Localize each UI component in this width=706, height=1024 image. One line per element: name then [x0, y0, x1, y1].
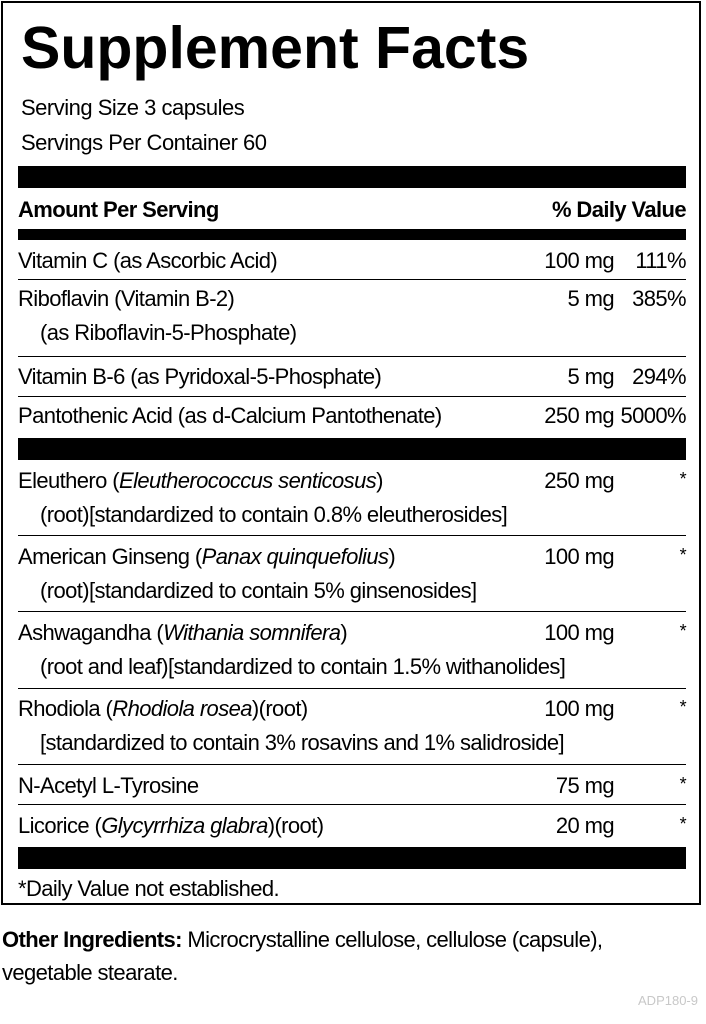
ingredient-amount: 20 mg: [555, 813, 614, 838]
row-divider: [18, 804, 686, 805]
nutrient-daily-value: 294%: [632, 364, 686, 389]
nutrient-name: Riboflavin (Vitamin B-2): [18, 286, 235, 311]
row-divider: [18, 279, 686, 280]
row-divider: [18, 611, 686, 612]
daily-value-not-established-mark: *: [679, 697, 686, 717]
row-divider: [18, 396, 686, 397]
ingredient-name: [18, 811, 323, 841]
servings-per-container: Servings Per Container 60: [21, 130, 267, 155]
daily-value-label: % Daily Value: [551, 197, 686, 222]
ingredient-standardization: (root)[standardized to contain 0.8% eleutherosides]: [40, 502, 508, 527]
serving-size: Serving Size 3 capsules: [21, 95, 245, 120]
nutrient-name: Vitamin B-6 (as Pyridoxal-5-Phosphate): [18, 364, 382, 389]
product-code: ADP180-9: [638, 993, 698, 1008]
ingredient-standardization: (root and leaf)[standardized to contain 1.5% withanolides]: [40, 654, 566, 679]
latin-name: Eleutherococcus senticosus: [119, 468, 377, 493]
footnote: *Daily Value not established.: [18, 876, 280, 901]
common-name: Rhodiola (: [18, 696, 113, 721]
name-suffix: )(root): [251, 696, 308, 721]
name-suffix: ): [376, 468, 383, 493]
row-divider: [18, 764, 686, 765]
ingredient-name: [18, 466, 383, 496]
thick-divider: [18, 847, 686, 869]
row-divider: [18, 535, 686, 536]
nutrient-name: Pantothenic Acid (as d-Calcium Pantothenate): [18, 403, 442, 428]
amount-per-serving-label: Amount Per Serving: [18, 197, 219, 222]
ingredient-standardization: (root)[standardized to contain 5% ginsenosides]: [40, 578, 477, 603]
page-title: Supplement Facts: [21, 15, 530, 81]
other-ingredients-text: Microcrystalline cellulose, cellulose (capsule), vegetable stearate.: [2, 927, 603, 985]
ingredient-name: [18, 694, 308, 724]
nutrient-daily-value: 5000%: [620, 403, 686, 428]
name-suffix: )(root): [267, 813, 324, 838]
common-name: American Ginseng (: [18, 544, 202, 569]
common-name: Licorice (: [18, 813, 102, 838]
name-suffix: ): [340, 620, 348, 645]
common-name: N-Acetyl L-Tyrosine: [18, 773, 199, 798]
medium-divider: [18, 229, 686, 240]
nutrient-daily-value: 111%: [635, 248, 686, 273]
name-suffix: ): [388, 544, 396, 569]
ingredient-name: [18, 771, 199, 801]
daily-value-not-established-mark: *: [679, 621, 686, 641]
nutrient-amount: 250 mg: [544, 403, 614, 428]
latin-name: Rhodiola rosea: [112, 696, 252, 721]
nutrient-amount: 5 mg: [567, 364, 614, 389]
thick-divider: [18, 166, 686, 188]
ingredient-amount: 100 mg: [544, 544, 614, 569]
nutrient-amount: 100 mg: [544, 248, 614, 273]
daily-value-not-established-mark: *: [679, 814, 686, 834]
nutrient-source: (as Riboflavin-5-Phosphate): [40, 320, 297, 345]
ingredient-name: [18, 618, 347, 648]
nutrient-amount: 5 mg: [567, 286, 614, 311]
nutrient-daily-value: 385%: [632, 286, 686, 311]
table-header: [18, 193, 686, 227]
common-name: Eleuthero (: [18, 468, 120, 493]
other-ingredients-label: Other Ingredients:: [2, 927, 182, 952]
latin-name: Withania somnifera: [163, 620, 341, 645]
ingredient-standardization: [standardized to contain 3% rosavins and 1% salidroside]: [40, 730, 565, 755]
common-name: Ashwagandha (: [18, 620, 164, 645]
thick-divider: [18, 438, 686, 460]
ingredient-amount: 75 mg: [555, 773, 614, 798]
row-divider: [18, 688, 686, 689]
ingredient-amount: 100 mg: [544, 696, 614, 721]
other-ingredients: [2, 923, 692, 989]
ingredient-amount: 100 mg: [544, 620, 614, 645]
row-divider: [18, 356, 686, 357]
nutrient-name: Vitamin C (as Ascorbic Acid): [18, 248, 278, 273]
ingredient-amount: 250 mg: [544, 468, 614, 493]
daily-value-not-established-mark: *: [679, 774, 686, 794]
daily-value-not-established-mark: *: [679, 545, 686, 565]
daily-value-not-established-mark: *: [679, 469, 686, 489]
ingredient-name: [18, 542, 395, 572]
latin-name: Glycyrrhiza glabra: [101, 813, 268, 838]
latin-name: Panax quinquefolius: [201, 544, 389, 569]
